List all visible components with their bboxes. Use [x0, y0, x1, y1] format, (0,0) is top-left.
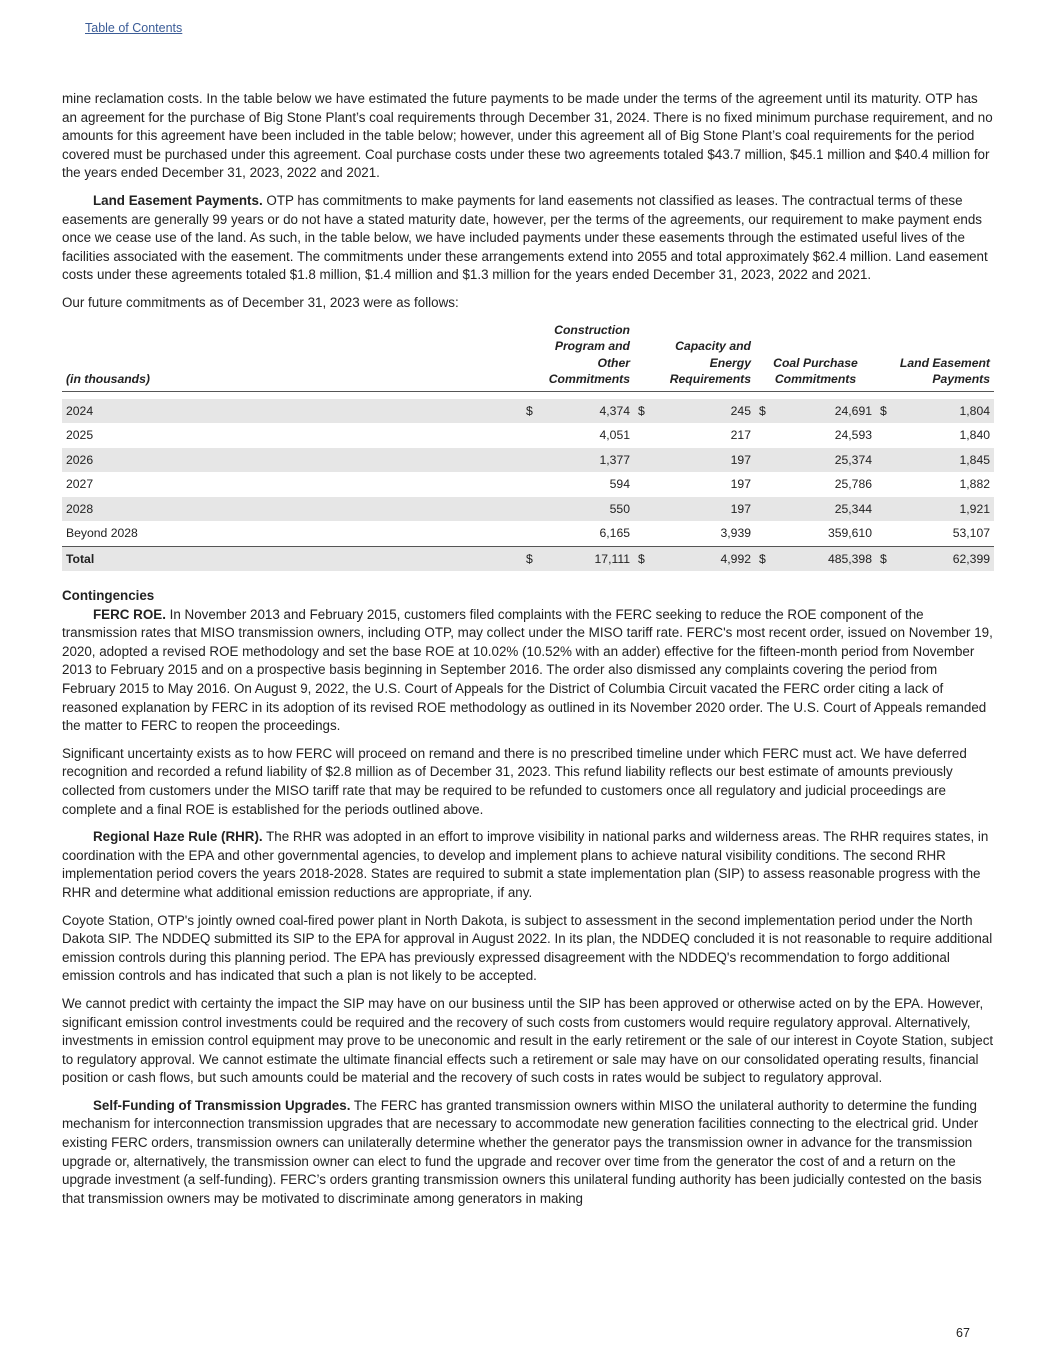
row-year: 2027	[66, 477, 94, 492]
rhr-paragraph	[62, 828, 994, 902]
header-in-thousands: (in thousands)	[62, 322, 522, 392]
table-row	[62, 423, 994, 448]
self-funding-title: Self-Funding of Transmission Upgrades.	[93, 1097, 351, 1113]
row-year: 2024	[62, 399, 522, 424]
currency-sign: $	[876, 399, 900, 424]
cell-construction: 1,377	[546, 448, 634, 473]
cell-coal: 24,593	[834, 428, 872, 443]
cell-land: 53,107	[952, 526, 990, 541]
total-label: Total	[62, 546, 522, 571]
page-number: 67	[956, 1326, 970, 1340]
row-year: Beyond 2028	[66, 526, 138, 541]
table-header-row	[62, 322, 994, 392]
table-row	[62, 497, 994, 522]
cell-land: 1,804	[900, 399, 994, 424]
currency-sign: $	[522, 546, 546, 571]
contingencies-heading: Contingencies	[62, 588, 155, 604]
header-construction: Construction Program and Other Commitments	[522, 322, 634, 392]
currency-sign: $	[876, 546, 900, 571]
header-coal: Coal Purchase Commitments	[755, 322, 876, 392]
table-row	[62, 521, 994, 546]
page-content	[62, 90, 994, 1217]
cell-capacity: 197	[658, 497, 755, 522]
cell-construction: 4,051	[599, 428, 630, 443]
currency-sign: $	[755, 399, 779, 424]
cell-land: 1,882	[959, 477, 990, 492]
cell-construction: 6,165	[599, 526, 630, 541]
currency-sign: $	[522, 399, 546, 424]
self-funding-paragraph	[62, 1097, 994, 1209]
cell-land: 1,845	[900, 448, 994, 473]
ferc-roe-paragraph	[62, 606, 994, 736]
cell-coal: 25,374	[779, 448, 876, 473]
cell-capacity: 217	[730, 428, 751, 443]
cell-capacity: 197	[730, 477, 751, 492]
cell-land: 1,840	[959, 428, 990, 443]
rhr-body: The RHR was adopted in an effort to improve visibility in national parks and wilderness areas. The RHR requires states, in coordination with the EPA and other governmental agencies, to develop and implement plans to achieve natural visibility conditions. The second RHR implementation period covers the years 2018-2028. States are required to submit a state implementation plan (SIP) to assess reasonable progress with the RHR and determine what additional emission reductions are appropriate, if any.	[62, 829, 989, 900]
row-year: 2026	[62, 448, 522, 473]
cell-construction: 550	[546, 497, 634, 522]
cell-coal: 25,786	[834, 477, 872, 492]
table-total-row	[62, 546, 994, 571]
total-coal: 485,398	[779, 546, 876, 571]
total-construction: 17,111	[546, 546, 634, 571]
coyote-station-paragraph: Coyote Station, OTP's jointly owned coal-fired power plant in North Dakota, is subject to assessment in the second implementation period under the North Dakota SIP. The NDDEQ submitted its SIP to the EPA for approval in August 2022. In its plan, the NDDEQ concluded it is not reasonable to require additional emission controls during this planning period. The EPA has previously expressed disagreement with the NDDEQ's recommendation to forgo additional emission controls and has indicated that such a plan is not likely to be accepted.	[62, 912, 993, 984]
cell-capacity: 245	[658, 399, 755, 424]
cell-capacity: 197	[658, 448, 755, 473]
total-capacity: 4,992	[658, 546, 755, 571]
intro-paragraph: mine reclamation costs. In the table below we have estimated the future payments to be made under the terms of the agreement until its maturity. OTP has an agreement for the purchase of Big Stone Plant’s coal requirements through December 31, 2024. There is no fixed minimum purchase requirement, and no amounts for this agreement have been included in the table below; however, under this agreement all of Big Stone Plant’s coal requirements for the period covered must be purchased under this agreement. Coal purchase costs under these two agreements totaled $43.7 million, $45.1 million and $40.4 million for the years ended December 31, 2023, 2022 and 2021.	[62, 91, 993, 181]
future-commitments-intro: Our future commitments as of December 31, 2023 were as follows:	[62, 294, 459, 310]
cell-coal: 359,610	[827, 526, 872, 541]
table-row	[62, 472, 994, 497]
uncertainty-paragraph: Significant uncertainty exists as to how FERC will proceed on remand and there is no prescribed timeline under which FERC must act. We have deferred recognition and recorded a refund liability of $2.8 million as of December 31, 2023. This refund liability reflects our best estimate of amounts previously collected from customers under the MISO tariff rate that may be required to be refunded to customers once all regulatory and judicial proceedings are complete and a final ROE is established for the periods outlined above.	[62, 745, 967, 817]
ferc-roe-body: In November 2013 and February 2015, customers filed complaints with the FERC seeking to reduce the ROE component of the transmission rates that MISO transmission owners, including OTP, may collect under the MISO tariff rate. FERC's most recent order, issued on November 19, 2020, adopted a revised ROE methodology and set the base ROE at 10.02% (10.52% with an adder) effective for the fifteen-month period from November 2013 to February 2015 and on a prospective basis beginning in September 2016. The order also dismissed any complaints covering the period from February 2015 to May 2016. On August 9, 2022, the U.S. Court of Appeals for the District of Columbia Circuit vacated the FERC order citing a lack of reasoned explanation by FERC in its adoption of its revised ROE methodology as outlined in its November 2020 order. The U.S. Court of Appeals remanded the matter to FERC to reopen the proceedings.	[62, 606, 993, 734]
table-row	[62, 448, 994, 473]
ferc-roe-title: FERC ROE.	[93, 606, 166, 622]
land-easement-paragraph	[62, 192, 994, 285]
land-easement-title: Land Easement Payments.	[93, 192, 263, 208]
row-year: 2025	[66, 428, 94, 443]
future-commitments-table	[62, 322, 994, 572]
currency-sign: $	[634, 399, 658, 424]
row-year: 2028	[62, 497, 522, 522]
self-funding-body: The FERC has granted transmission owners within MISO the unilateral authority to determine the funding mechanism for interconnection transmission upgrades that are necessary to accommodate new generation facilities connecting to the electrical grid. Under existing FERC orders, transmission owners can unilaterally determine whether the generator pays the transmission owner in advance for the transmission upgrade or, alternatively, the transmission owner can elect to fund the upgrade and recover over time from the generator the cost of and a return on the upgrade investment (a self-funding). FERC’s orders granting transmission owners this unilateral funding authority has been judicially contested on the basis that transmission owners may be motivated to discriminate among generators in making	[62, 1097, 982, 1206]
cell-construction: 594	[609, 477, 630, 492]
sip-impact-paragraph: We cannot predict with certainty the impact the SIP may have on our business until the SIP has been approved or otherwise acted on by the EPA. However, significant emission control investments could be required and the recovery of such costs from customers would require regulatory approval. Alternatively, investments in emission control equipment may prove to be uneconomic and result in the early retirement or the sale of our interest in Coyote Station, subject to regulatory approval. We cannot estimate the ultimate financial effects such a retirement or sale may have on our consolidated operating results, financial position or cash flows, but such amounts could be material and the recovery of such costs in rates would be subject to regulatory approval.	[62, 995, 994, 1086]
header-land: Land Easement Payments	[876, 322, 994, 392]
header-capacity: Capacity and Energy Requirements	[634, 322, 755, 392]
cell-capacity: 3,939	[720, 526, 751, 541]
total-land: 62,399	[900, 546, 994, 571]
table-of-contents-link[interactable]: Table of Contents	[85, 21, 183, 35]
cell-land: 1,921	[900, 497, 994, 522]
currency-sign: $	[755, 546, 779, 571]
cell-construction: 4,374	[546, 399, 634, 424]
cell-coal: 25,344	[779, 497, 876, 522]
land-easement-body: OTP has commitments to make payments for land easements not classified as leases. The contractual terms of these easements are generally 99 years or do not have a stated maturity date, however, per the terms of the agreements, our requirement to make payment ends once we cease use of the land. As such, in the table below, we have included payments under these easements through the estimated useful lives of the facilities associated with the easement. The commitments under these arrangements extend into 2055 and total approximately $62.4 million. Land easement costs under these agreements totaled $1.8 million, $1.4 million and $1.3 million for the years ended December 31, 2023, 2022 and 2021.	[62, 192, 988, 283]
rhr-title: Regional Haze Rule (RHR).	[93, 829, 263, 845]
table-row	[62, 399, 994, 424]
cell-coal: 24,691	[779, 399, 876, 424]
currency-sign: $	[634, 546, 658, 571]
